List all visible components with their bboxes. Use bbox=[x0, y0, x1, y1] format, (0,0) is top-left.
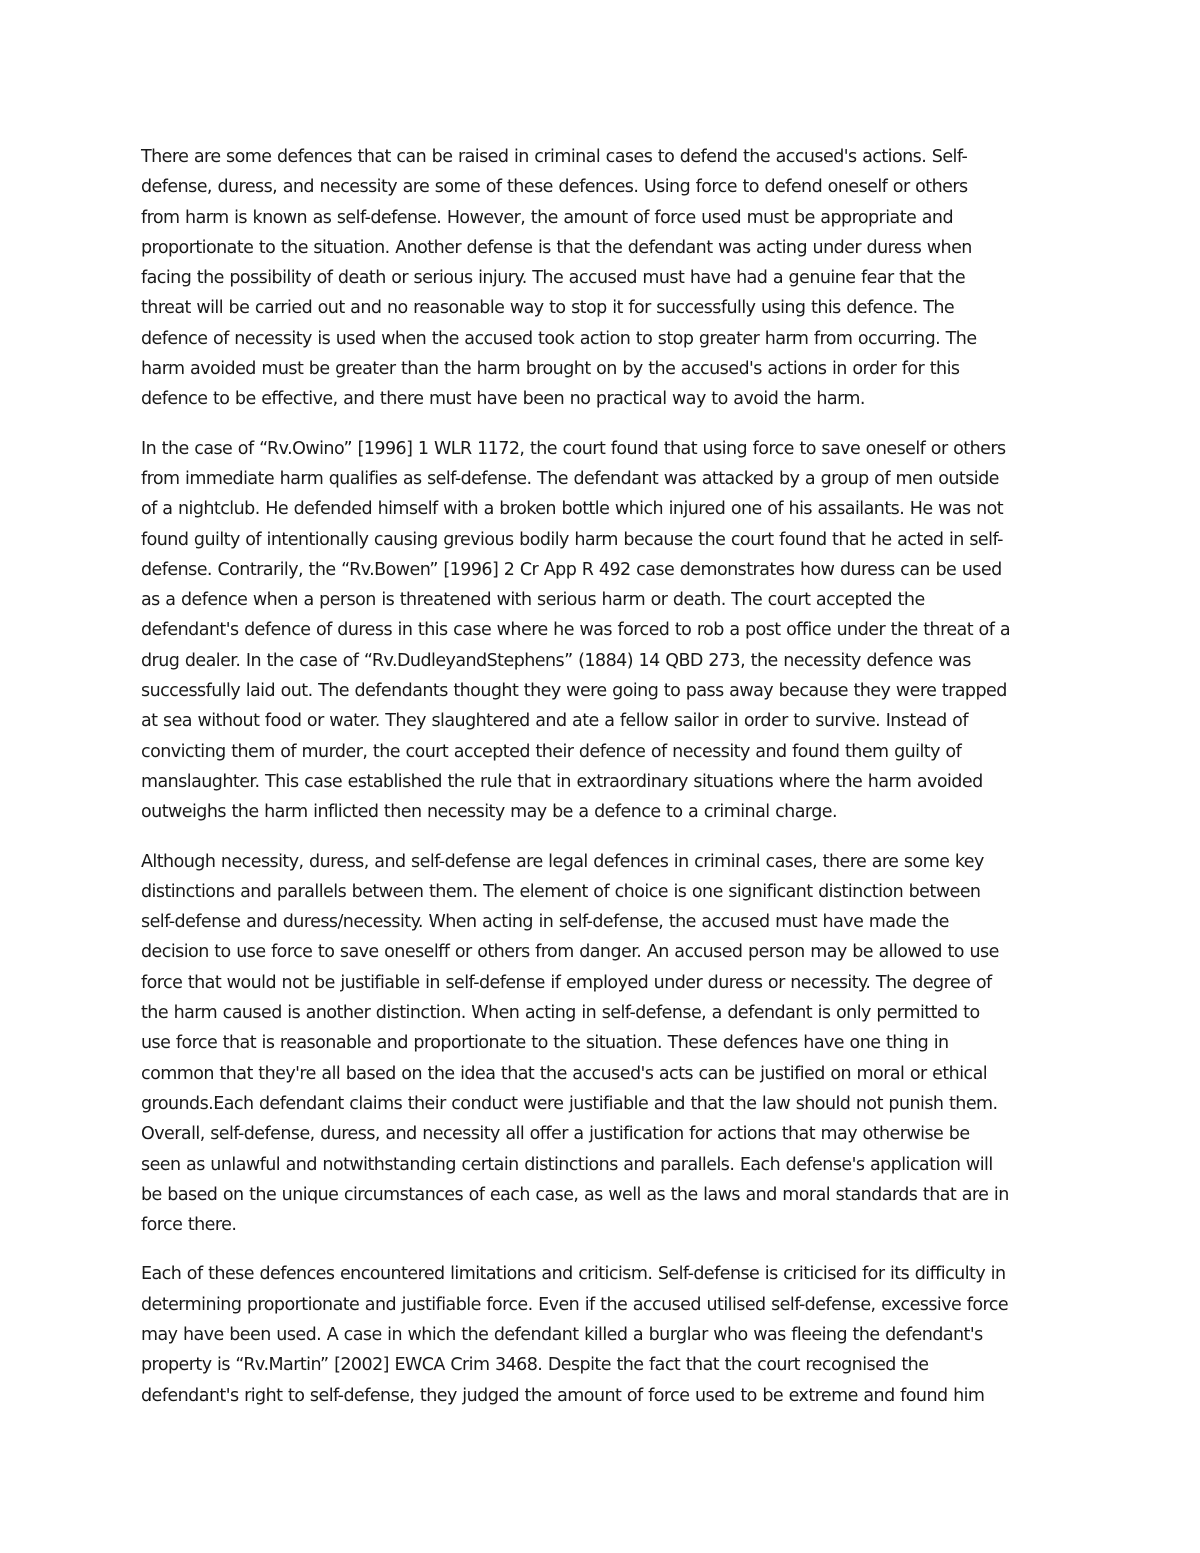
paragraph-limitations bbox=[141, 1259, 1069, 1410]
text-line: successfully laid out. The defendants thought they were going to pass away because they were trapped bbox=[141, 681, 1007, 702]
text-line: use force that is reasonable and proportionate to the situation. These defences have one thing in bbox=[141, 1033, 949, 1054]
text-line: as a defence when a person is threatened with serious harm or death. The court accepted the bbox=[141, 590, 925, 611]
text-line: the harm caused is another distinction. When acting in self-defense, a defendant is only permitted to bbox=[141, 1003, 980, 1024]
text-line: harm avoided must be greater than the harm brought on by the accused's actions in order for this bbox=[141, 359, 960, 380]
text-line: distinctions and parallels between them. The element of choice is one significant distinction between bbox=[141, 881, 981, 902]
text-line: common that they're all based on the idea that the accused's acts can be justified on moral or ethical bbox=[141, 1063, 988, 1084]
text-line: defence to be effective, and there must have been no practical way to avoid the harm. bbox=[141, 389, 865, 410]
text-line: of a nightclub. He defended himself with a broken bottle which injured one of his assailants. He was not bbox=[141, 499, 1004, 520]
text-line: be based on the unique circumstances of each case, as well as the laws and moral standards that are in bbox=[141, 1184, 1009, 1205]
text-line: seen as unlawful and notwithstanding certain distinctions and parallels. Each defense's application will bbox=[141, 1154, 993, 1175]
text-line: In the case of “Rv.Owino” [1996] 1 WLR 1172, the court found that using force to save oneself or others bbox=[141, 438, 1006, 459]
text-line: decision to use force to save oneselff or others from danger. An accused person may be allowed to use bbox=[141, 942, 999, 963]
text-line: defense, duress, and necessity are some of these defences. Using force to defend oneself or others bbox=[141, 177, 968, 198]
text-line: at sea without food or water. They slaughtered and ate a fellow sailor in order to survive. Instead of bbox=[141, 711, 968, 732]
text-line: grounds.Each defendant claims their conduct were justifiable and that the law should not punish them. bbox=[141, 1093, 998, 1114]
text-line: defense. Contrarily, the “Rv.Bowen” [1996] 2 Cr App R 492 case demonstrates how duress can be used bbox=[141, 559, 1002, 580]
text-line: drug dealer. In the case of “Rv.DudleyandStephens” (1884) 14 QBD 273, the necessity defence was bbox=[141, 650, 971, 671]
paragraph-case-law bbox=[141, 434, 1069, 828]
text-line: outweighs the harm inflicted then necessity may be a defence to a criminal charge. bbox=[141, 802, 837, 823]
text-line: convicting them of murder, the court accepted their defence of necessity and found them guilty of bbox=[141, 741, 962, 762]
text-line: manslaughter. This case established the rule that in extraordinary situations where the harm avoided bbox=[141, 771, 983, 792]
text-line: determining proportionate and justifiable force. Even if the accused utilised self-defense, excessive force bbox=[141, 1294, 1009, 1315]
text-line: threat will be carried out and no reasonable way to stop it for successfully using this defence. The bbox=[141, 298, 955, 319]
text-line: Each of these defences encountered limitations and criticism. Self-defense is criticised for its difficulty in bbox=[141, 1264, 1006, 1285]
text-line: There are some defences that can be raised in criminal cases to defend the accused's actions. Self- bbox=[141, 147, 968, 167]
text-line: Overall, self-defense, duress, and necessity all offer a justification for actions that may otherwise be bbox=[141, 1124, 970, 1145]
text-line: from harm is known as self-defense. However, the amount of force used must be appropriate and bbox=[141, 207, 954, 228]
text-line: defendant's defence of duress in this case where he was forced to rob a post office under the threat of a bbox=[141, 620, 1010, 641]
text-line: found guilty of intentionally causing grevious bodily harm because the court found that he acted in self- bbox=[141, 529, 1003, 550]
text-line: self-defense and duress/necessity. When acting in self-defense, the accused must have made the bbox=[141, 912, 949, 933]
text-line: force there. bbox=[141, 1215, 237, 1236]
text-line: proportionate to the situation. Another defense is that the defendant was acting under duress when bbox=[141, 237, 972, 258]
text-line: facing the possibility of death or serious injury. The accused must have had a genuine fear that the bbox=[141, 268, 966, 289]
text-line: property is “Rv.Martin” [2002] EWCA Crim 3468. Despite the fact that the court recognised the bbox=[141, 1355, 929, 1376]
paragraph-distinctions bbox=[141, 847, 1069, 1241]
text-line: from immediate harm qualifies as self-defense. The defendant was attacked by a group of men outside bbox=[141, 468, 999, 489]
text-line: Although necessity, duress, and self-defense are legal defences in criminal cases, there are some key bbox=[141, 851, 984, 872]
text-line: force that would not be justifiable in self-defense if employed under duress or necessity. The degree of bbox=[141, 972, 992, 993]
paragraph-defences-overview bbox=[141, 142, 1069, 415]
text-line: defendant's right to self-defense, they judged the amount of force used to be extreme and found him bbox=[141, 1385, 985, 1406]
text-line: may have been used. A case in which the defendant killed a burglar who was fleeing the defendant's bbox=[141, 1324, 983, 1345]
document-body bbox=[141, 142, 1069, 1430]
text-line: defence of necessity is used when the accused took action to stop greater harm from occurring. The bbox=[141, 328, 977, 349]
